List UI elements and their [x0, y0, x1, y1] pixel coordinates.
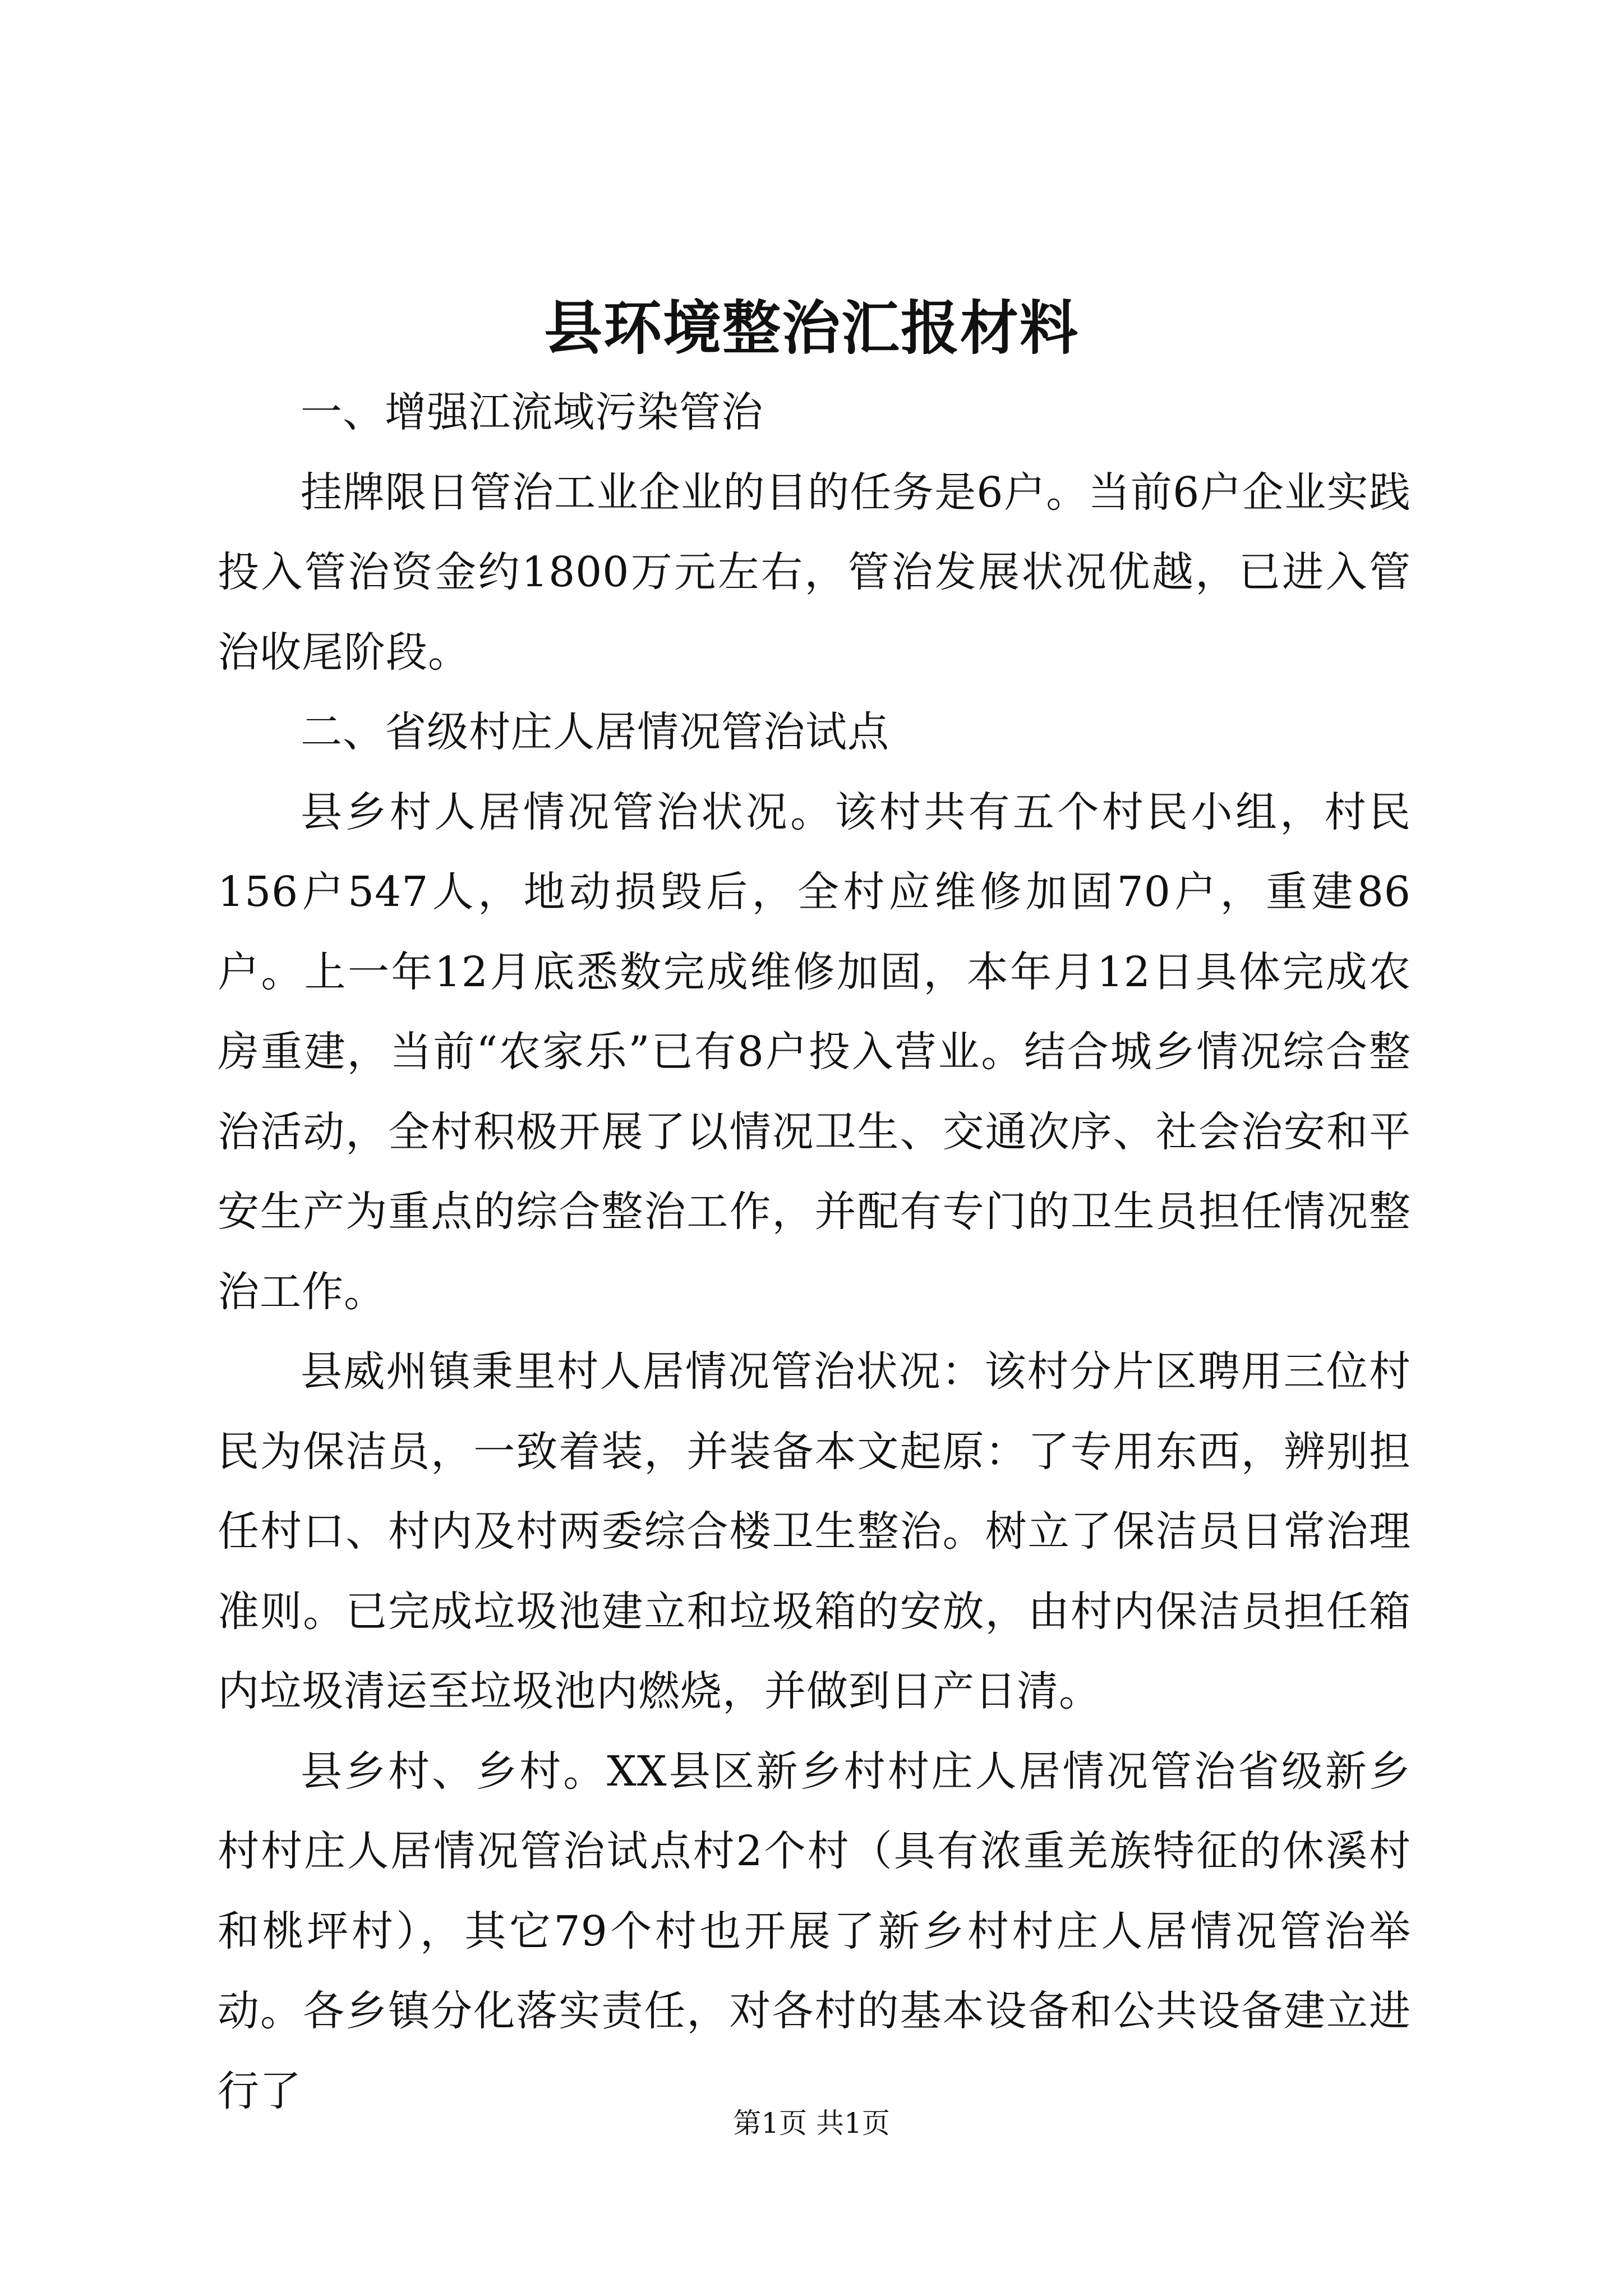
document-title: 县环境整治汇报材料	[543, 293, 1079, 362]
section-heading-2: 二、省级村庄人居情况管治试点	[301, 708, 889, 756]
section-heading-1: 一、增强江流域污染管治	[301, 388, 763, 436]
paragraph-industrial-remediation: 挂牌限日管治工业企业的目的任务是6户。当前6户企业实践投入管治资金约1800万元左右，管治发展状况优越，已进入管治收尾阶段。	[218, 468, 1411, 677]
paragraph-weizhou-village: 县威州镇秉里村人居情况管治状况：该村分片区聘用三位村民为保洁员，一致着装，并装备本文起原：了专用东西，辨别担任村口、村内及村两委综合楼卫生整治。树立了保洁员日常治理准则。已完成垃圾池建立和垃圾箱的安放，由村内保洁员担任箱内垃圾清运至垃圾池内燃烧，并做到日产日清。	[218, 1347, 1411, 1715]
document-body	[218, 372, 1411, 2131]
paragraph-county-villages: 县乡村、乡村。XX县区新乡村村庄人居情况管治省级新乡村村庄人居情况管治试点村2个村（具有浓重羌族特征的休溪村和桃坪村），其它79个村也开展了新乡村村庄人居情况管治举动。各乡镇分化落实责任，对各村的基本设备和公共设备建立进行了	[218, 1747, 1411, 2115]
paragraph-village-status: 县乡村人居情况管治状况。该村共有五个村民小组，村民156户547人，地动损毁后，全村应维修加固70户，重建86户。上一年12月底悉数完成维修加固，本年月12日具体完成农房重建，当前“农家乐”已有8户投入营业。结合城乡情况综合整治活动，全村积极开展了以情况卫生、交通次序、社会治安和平安生产为重点的综合整治工作，并配有专门的卫生员担任情况整治工作。	[218, 788, 1411, 1316]
page-number-footer: 第1页 共1页	[733, 2107, 890, 2139]
